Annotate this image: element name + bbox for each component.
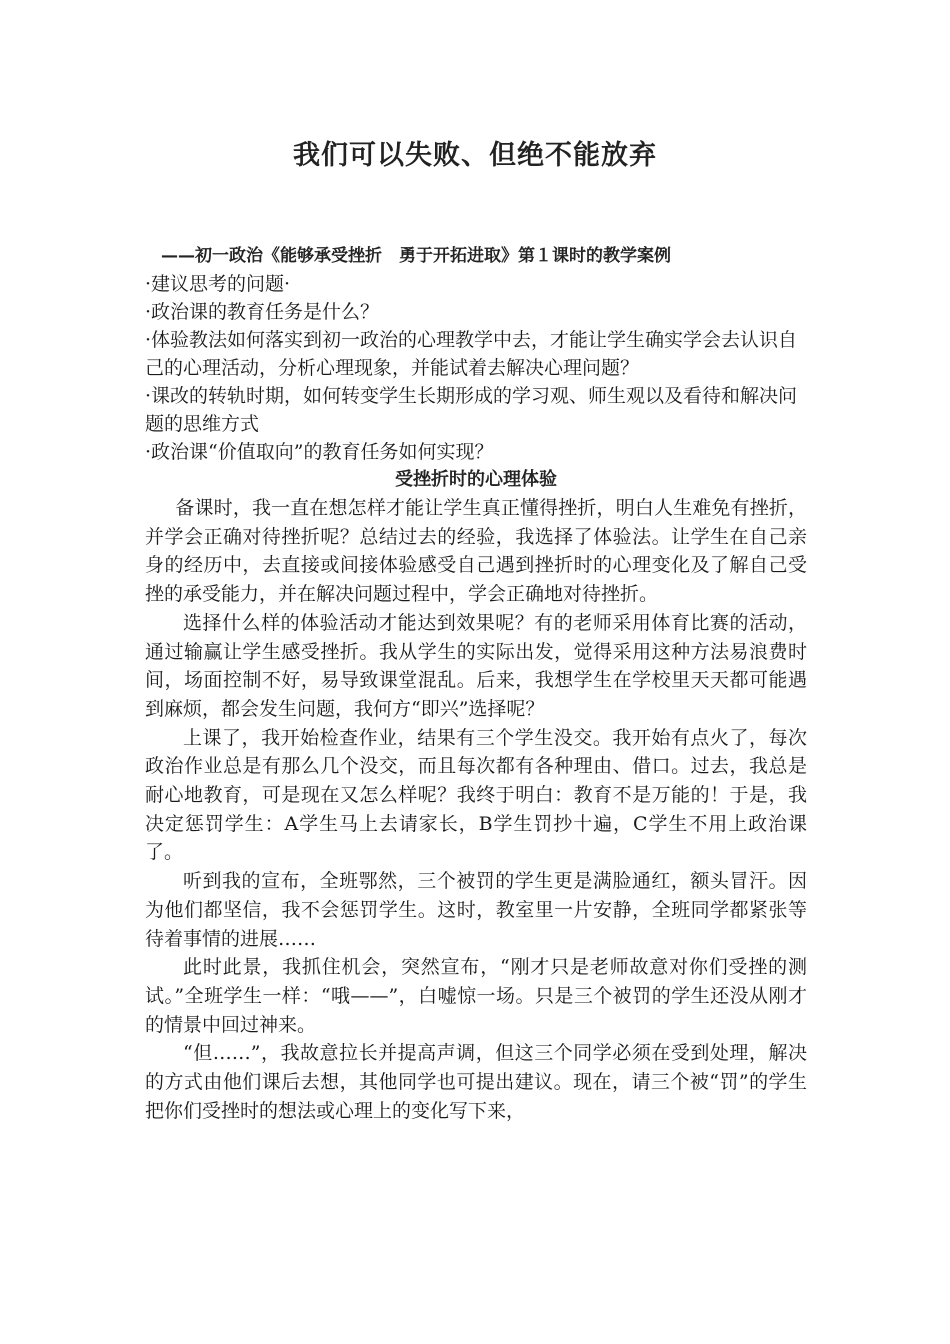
document-subtitle: ——初一政治《能够承受挫折 勇于开拓进取》第１课时的教学案例: [161, 246, 671, 266]
body-paragraph: 备课时，我一直在想怎样才能让学生真正懂得挫折，明白人生难免有挫折，并学会正确对待挫折呢？总结过去的经验，我选择了体验法。让学生在自己亲身的经历中，去直接或间接体验感受自己遇到挫折时的心理变化及了解自己受挫的承受能力，并在解决问题过程中，学会正确地对待挫折。: [145, 497, 807, 606]
question-item: ·政治课的教育任务是什么？: [145, 301, 380, 323]
question-item: ·体验教法如何落实到初一政治的心理教学中去，才能让学生确实学会去认识自己的心理活动，分析心理现象，并能试着去解决心理问题？: [145, 329, 798, 379]
document-title: 我们可以失败、但绝不能放弃: [293, 140, 657, 171]
body-paragraph: 听到我的宣布，全班鄂然，三个被罚的学生更是满脸通红，额头冒汗。因为他们都坚信，我不会惩罚学生。这时，教室里一片安静，全班同学都紧张等待着事情的进展……: [145, 870, 807, 950]
document-body: [145, 242, 807, 1125]
question-item: ·课改的转轨时期，如何转变学生长期形成的学习观、师生观以及看待和解决问题的思维方式: [145, 385, 798, 435]
body-paragraph: 此时此景，我抓住机会，突然宣布，“刚才只是老师故意对你们受挫的测试。”全班学生一样：“哦——”，白嘘惊一场。只是三个被罚的学生还没从刚才的情景中回过神来。: [145, 956, 807, 1036]
question-list: [145, 270, 807, 466]
question-item: ·政治课“价值取向”的教育任务如何实现？: [145, 441, 494, 463]
question-item: ·建议思考的问题·: [145, 273, 291, 295]
body-paragraph: 上课了，我开始检查作业，结果有三个学生没交。我开始有点火了，每次政治作业总是有那么几个没交，而且每次都有各种理由、借口。过去，我总是耐心地教育，可是现在又怎么样呢？我终于明白：教育不是万能的！于是，我决定惩罚学生：A学生马上去请家长，B学生罚抄十遍，C学生不用上政治课了。: [145, 726, 807, 864]
body-paragraph: “但……”，我故意拉长并提高声调，但这三个同学必须在受到处理，解决的方式由他们课后去想，其他同学也可提出建议。现在，请三个被“罚”的学生把你们受挫时的想法或心理上的变化写下来，: [145, 1042, 807, 1122]
body-paragraph: 选择什么样的体验活动才能达到效果呢？有的老师采用体育比赛的活动，通过输赢让学生感受挫折。我从学生的实际出发，觉得采用这种方法易浪费时间，场面控制不好，易导致课堂混乱。后来，我想学生在学校里天天都可能遇到麻烦，都会发生问题，我何方“即兴”选择呢？: [145, 611, 807, 720]
section-heading: 受挫折时的心理体验: [395, 469, 557, 490]
